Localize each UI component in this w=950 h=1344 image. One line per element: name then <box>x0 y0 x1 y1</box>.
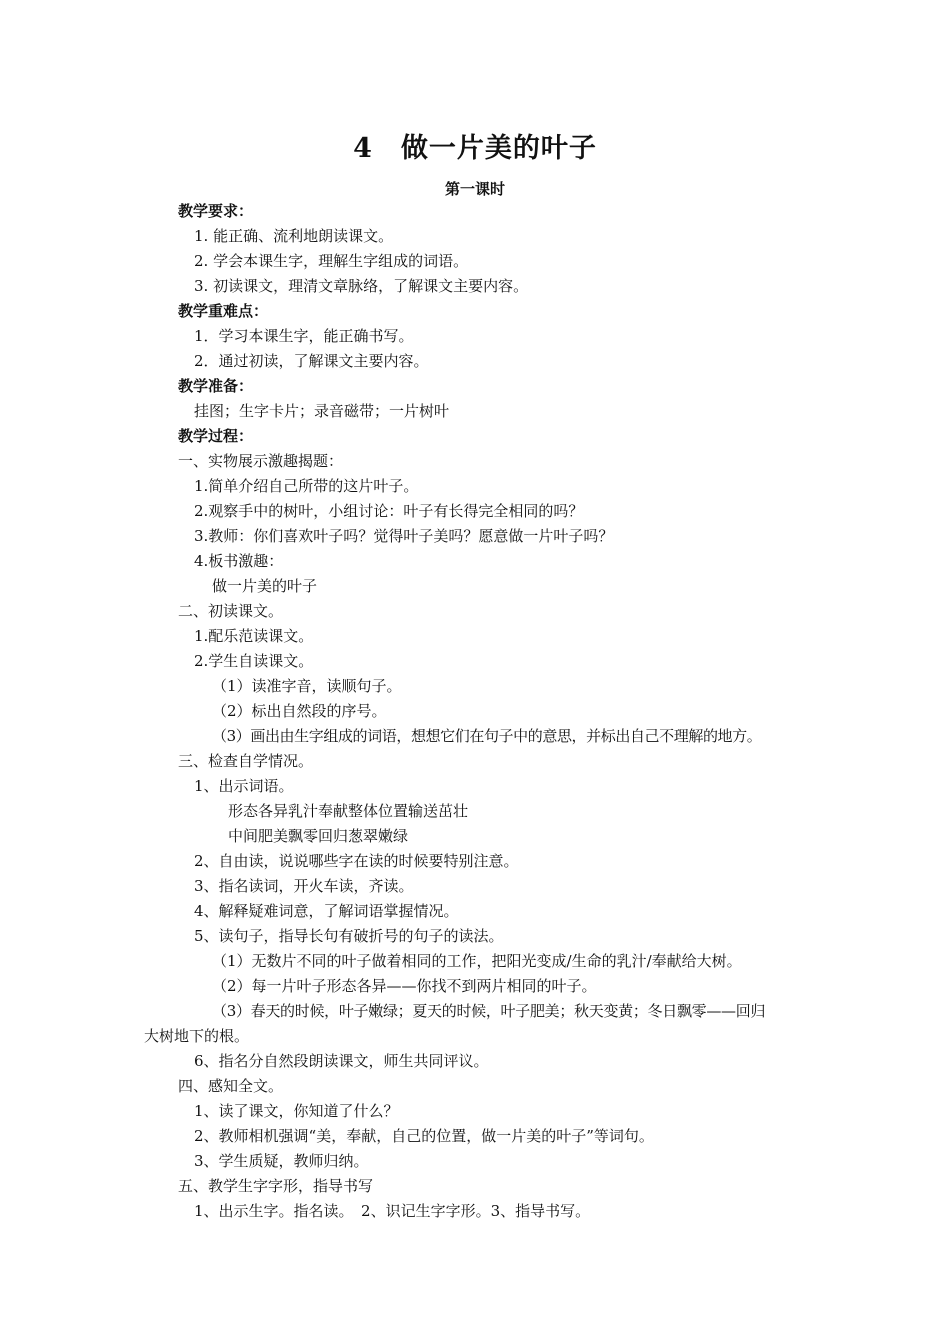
page-title: 4 做一片美的叶子 <box>353 133 597 164</box>
sentence-item: （3）春天的时候，叶子嫩绿；夏天的时候，叶子肥美；秋天变黄；冬日飘零——回归 <box>212 1002 766 1020</box>
step-item: 4.板书激趣： <box>194 552 284 570</box>
step-item: 1、读了课文，你知道了什么？ <box>194 1102 399 1120</box>
step-heading: 一、实物展示激趣揭题： <box>178 452 344 470</box>
preparation-text: 挂图；生字卡片；录音磁带；一片树叶 <box>194 402 450 420</box>
board-text: 做一片美的叶子 <box>212 577 318 595</box>
sub-step-item: （3）画出由生字组成的词语，想想它们在句子中的意思，并标出自己不理解的地方。 <box>212 727 762 745</box>
step-item: 2、自由读，说说哪些字在读的时候要特别注意。 <box>194 852 519 870</box>
step-heading: 四、感知全文。 <box>178 1077 284 1095</box>
step-item: 3.教师：你们喜欢叶子吗？觉得叶子美吗？愿意做一片叶子吗？ <box>194 527 614 545</box>
sentence-continuation: 大树地下的根。 <box>144 1027 250 1045</box>
vocabulary-line: 中间肥美飘零回归葱翠嫩绿 <box>228 827 409 845</box>
sub-step-item: （2）标出自然段的序号。 <box>212 702 387 720</box>
step-heading: 五、教学生字字形，指导书写 <box>178 1177 374 1195</box>
requirement-item: 3. 初读课文，理清文章脉络，了解课文主要内容。 <box>194 277 529 295</box>
page-subtitle: 第一课时 <box>444 180 505 198</box>
step-item: 1、出示词语。 <box>194 777 294 795</box>
step-item: 2.学生自读课文。 <box>194 652 314 670</box>
step-item: 1、出示生字。指名读。 2、识记生字字形。3、指导书写。 <box>194 1202 591 1220</box>
vocabulary-line: 形态各异乳汁奉献整体位置输送茁壮 <box>228 802 469 820</box>
section-heading-key-points: 教学重难点： <box>178 302 269 320</box>
requirement-item: 2. 学会本课生字，理解生字组成的词语。 <box>194 252 469 270</box>
section-heading-requirements: 教学要求： <box>178 202 254 220</box>
step-item: 3、学生质疑，教师归纳。 <box>194 1152 369 1170</box>
step-item: 2.观察手中的树叶，小组讨论：叶子有长得完全相同的吗？ <box>194 502 584 520</box>
section-heading-process: 教学过程： <box>178 427 254 445</box>
step-item: 6、指名分自然段朗读课文，师生共同评议。 <box>194 1052 489 1070</box>
step-item: 1.简单介绍自己所带的这片叶子。 <box>194 477 419 495</box>
step-item: 1.配乐范读课文。 <box>194 627 314 645</box>
step-item: 3、指名读词，开火车读，齐读。 <box>194 877 414 895</box>
section-heading-preparation: 教学准备： <box>178 377 254 395</box>
key-point-item: 2．通过初读，了解课文主要内容。 <box>194 352 429 370</box>
step-item: 5、读句子，指导长句有破折号的句子的读法。 <box>194 927 504 945</box>
requirement-item: 1. 能正确、流利地朗读课文。 <box>194 227 394 245</box>
step-item: 2、教师相机强调“美，奉献，自己的位置，做一片美的叶子”等词句。 <box>194 1127 654 1145</box>
sentence-item: （1）无数片不同的叶子做着相同的工作，把阳光变成/生命的乳汁/奉献给大树。 <box>212 952 742 970</box>
sub-step-item: （1）读准字音，读顺句子。 <box>212 677 402 695</box>
step-item: 4、解释疑难词意，了解词语掌握情况。 <box>194 902 459 920</box>
key-point-item: 1．学习本课生字，能正确书写。 <box>194 327 414 345</box>
sentence-item: （2）每一片叶子形态各异——你找不到两片相同的叶子。 <box>212 977 597 995</box>
step-heading: 三、检查自学情况。 <box>178 752 314 770</box>
step-heading: 二、初读课文。 <box>178 602 284 620</box>
